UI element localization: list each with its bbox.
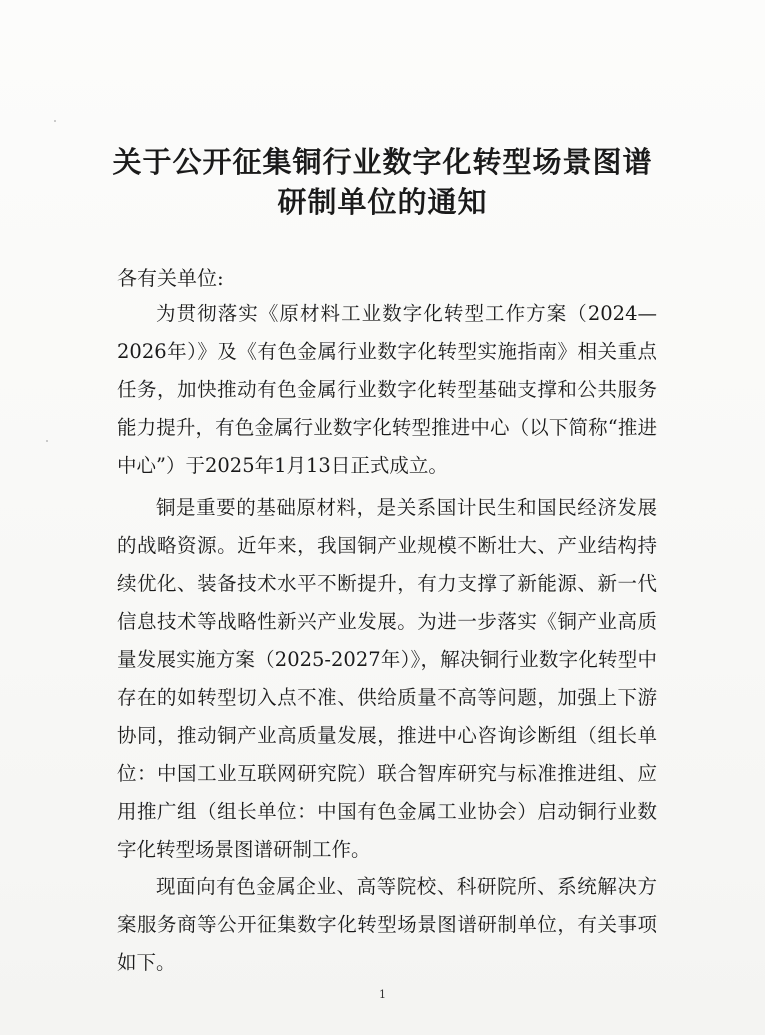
- scan-speck: [46, 440, 48, 442]
- paragraph-background: 为贯彻落实《原材料工业数字化转型工作方案（2024—2026年）》及《有色金属行业数字化转型实施指南》相关重点任务，加快推动有色金属行业数字化转型基础支撑和公共服务能力提升，有色金属行业数字化转型推进中心（以下简称“推进中心”）于2025年1月13日正式成立。: [117, 302, 657, 477]
- document-title-line-2: 研制单位的通知: [277, 185, 488, 219]
- paragraph-call-for-units: 现面向有色金属企业、高等院校、科研院所、系统解决方案服务商等公开征集数字化转型场景图谱研制单位，有关事项如下。: [117, 875, 657, 974]
- paragraph-copper-industry: 铜是重要的基础原材料，是关系国计民生和国民经济发展的战略资源。近年来，我国铜产业规模不断壮大、产业结构持续优化、装备技术水平不断提升，有力支撑了新能源、新一代信息技术等战略性新兴产业发展。为进一步落实《铜产业高质量发展实施方案（2025-2027年）》，解决铜行业数字化转型中存在的如转型切入点不准、供给质量不高等问题，加强上下游协同，推动铜产业高质量发展，推进中心咨询诊断组（组长单位：中国工业互联网研究院）联合智库研究与标准推进组、应用推广组（组长单位：中国有色金属工业协会）启动铜行业数字化转型场景图谱研制工作。: [117, 496, 657, 861]
- page-number: 1: [379, 988, 386, 1001]
- document-title-line-1: 关于公开征集铜行业数字化转型场景图谱: [112, 145, 653, 179]
- salutation: 各有关单位:: [117, 266, 224, 290]
- scan-speck: [54, 120, 56, 122]
